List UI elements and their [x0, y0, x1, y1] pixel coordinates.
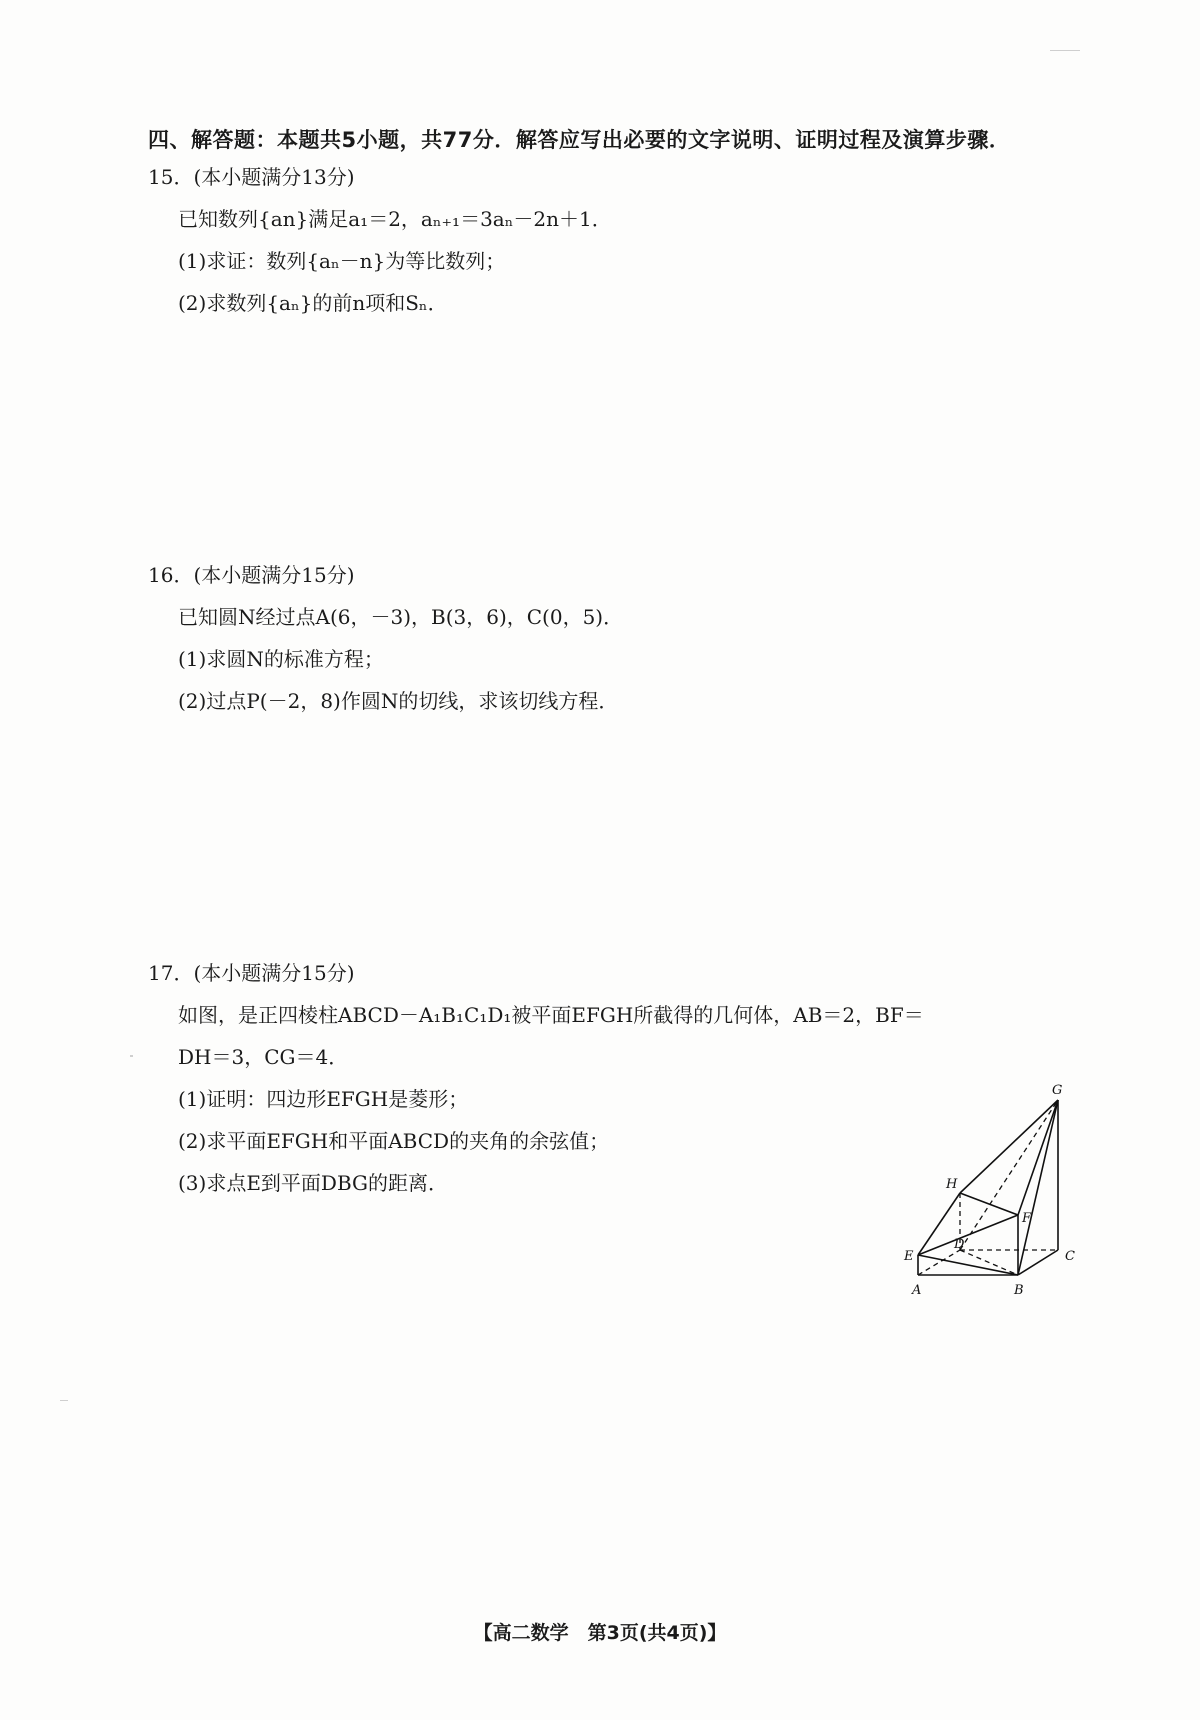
edge-d-g	[960, 1100, 1058, 1250]
page-footer: 【高二数学 第3页(共4页)】	[473, 1622, 727, 1644]
label-c: C	[1065, 1249, 1075, 1264]
label-d: D	[954, 1237, 965, 1252]
label-b: B	[1014, 1283, 1024, 1298]
question-16-part2: (2)过点P(－2，8)作圆N的切线，求该切线方程．	[178, 689, 619, 713]
label-f: F	[1022, 1211, 1032, 1226]
label-h: H	[946, 1177, 958, 1192]
question-16-title: 16．(本小题满分15分)	[148, 563, 355, 587]
question-15-part2: (2)求数列{aₙ}的前n项和Sₙ．	[178, 291, 448, 315]
question-16-stem: 已知圆N经过点A(6，－3)，B(3，6)，C(0，5)．	[178, 605, 624, 629]
question-16-part1: (1)求圆N的标准方程；	[178, 647, 384, 671]
question-17-part3: (3)求点E到平面DBG的距离．	[178, 1171, 449, 1195]
label-g: G	[1052, 1083, 1063, 1098]
label-e: E	[904, 1249, 914, 1264]
question-15-title: 15．(本小题满分13分)	[148, 165, 355, 189]
question-17-stem-line1: 如图，是正四棱柱ABCD－A₁B₁C₁D₁被平面EFGH所截得的几何体，AB＝2，BF＝	[178, 1003, 924, 1027]
label-a: A	[912, 1283, 922, 1298]
scan-speck	[1050, 50, 1080, 51]
truncated-prism-diagram	[880, 1070, 1080, 1310]
edge-e-b	[918, 1255, 1018, 1275]
question-17-part2: (2)求平面EFGH和平面ABCD的夹角的余弦值；	[178, 1129, 610, 1153]
edge-f-g	[1018, 1100, 1058, 1215]
edge-h-g	[960, 1100, 1058, 1193]
question-17-stem-line2: DH＝3，CG＝4．	[178, 1045, 349, 1069]
edge-h-f	[960, 1193, 1018, 1215]
edge-b-c	[1018, 1250, 1058, 1275]
geometry-figure	[880, 1070, 1080, 1310]
edge-d-b	[960, 1250, 1018, 1275]
section-header: 四、解答题：本题共5小题，共77分．解答应写出必要的文字说明、证明过程及演算步骤．	[148, 128, 1011, 152]
scan-speck	[60, 1400, 68, 1401]
edge-e-f	[918, 1215, 1018, 1255]
scan-speck	[130, 1055, 133, 1057]
question-15-stem: 已知数列{an}满足a₁＝2，aₙ₊₁＝3aₙ－2n＋1．	[178, 207, 612, 231]
question-17-title: 17．(本小题满分15分)	[148, 961, 355, 985]
question-17-part1: (1)证明：四边形EFGH是菱形；	[178, 1087, 469, 1111]
question-15-part1: (1)求证：数列{aₙ－n}为等比数列；	[178, 249, 506, 273]
edge-b-g	[1018, 1100, 1058, 1275]
